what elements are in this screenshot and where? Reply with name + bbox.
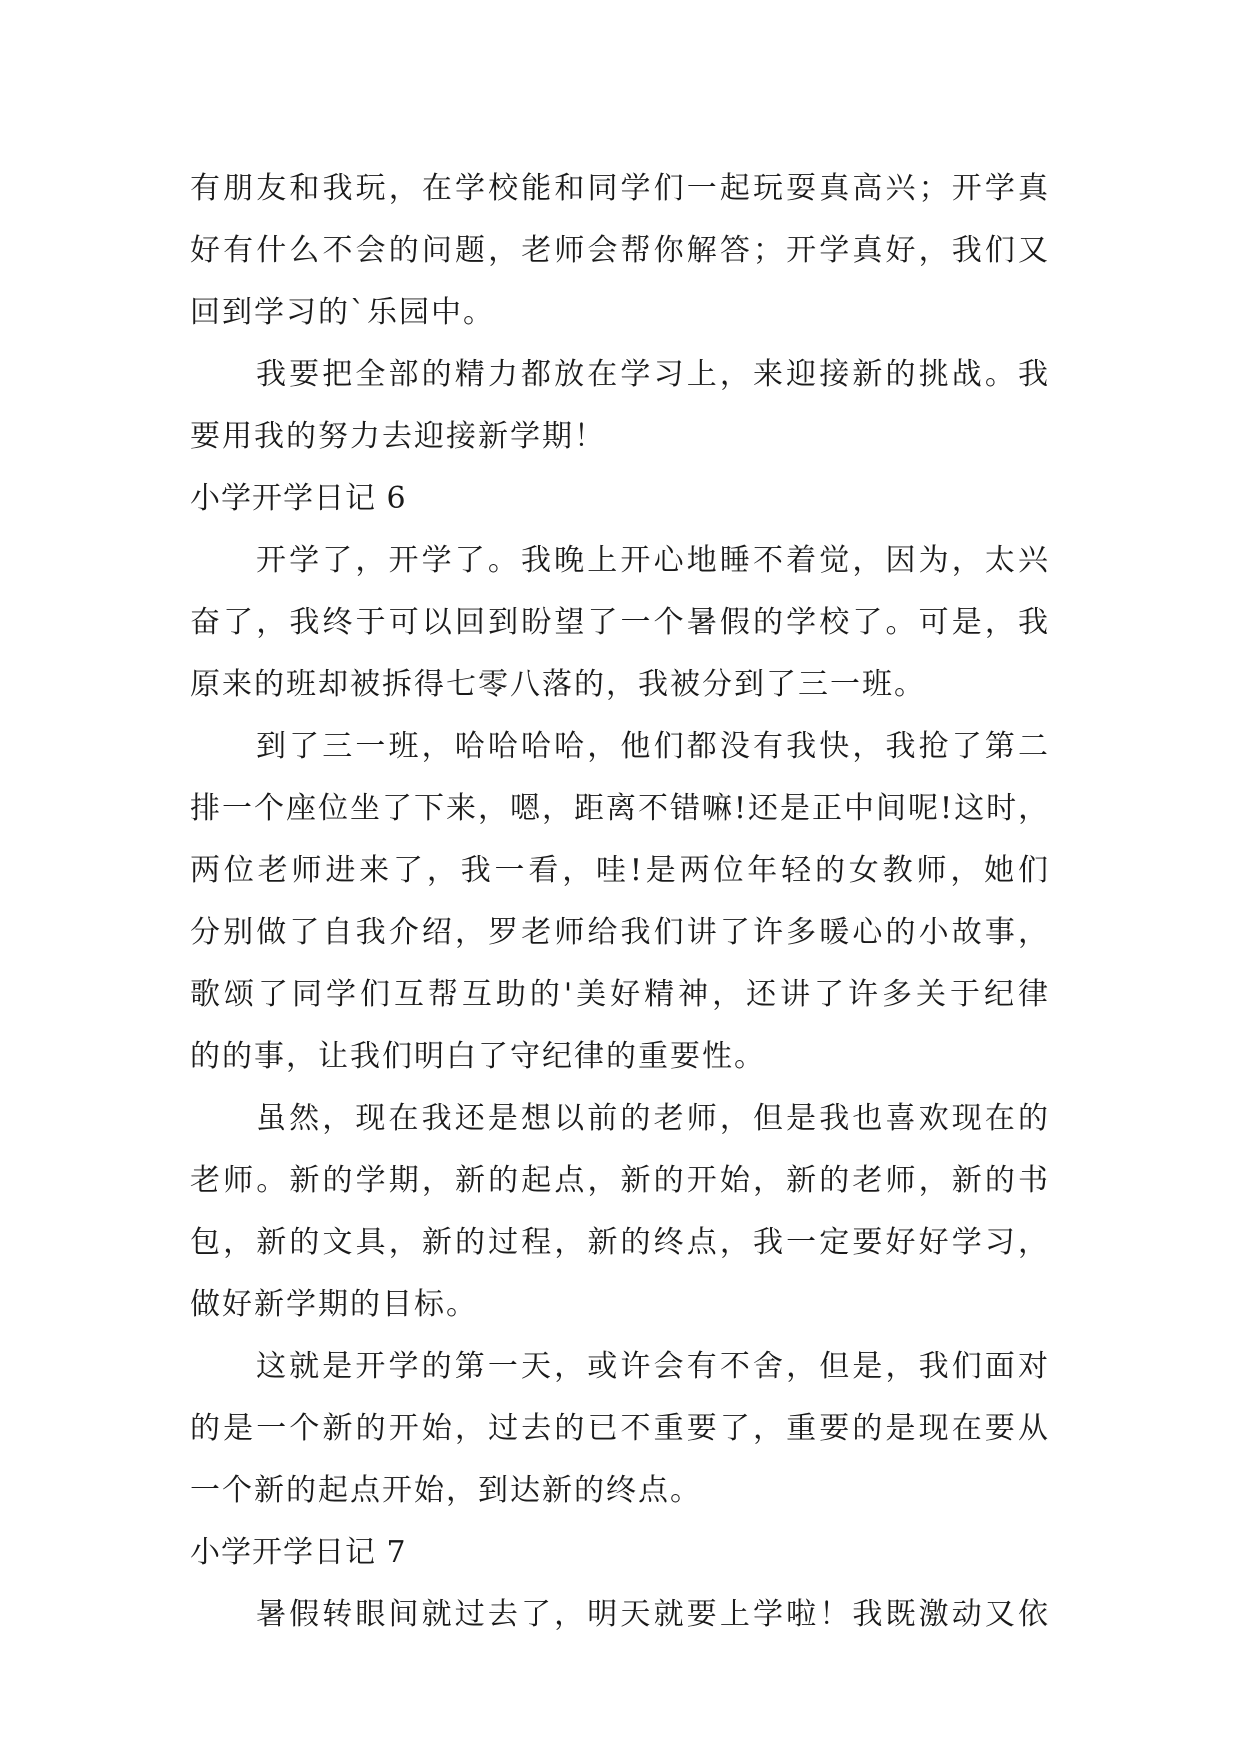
text-line xyxy=(190,344,1050,406)
section-heading: 小学开学日记 6 xyxy=(190,481,407,516)
line-text: 一个新的起点开始，到达新的终点。 xyxy=(190,1473,702,1508)
line-text: 排一个座位坐了下来，嗯，距离不错嘛!还是正中间呢!这时， xyxy=(190,791,1051,826)
text-line xyxy=(190,1336,1050,1398)
text-line xyxy=(190,1584,1050,1646)
text-line xyxy=(190,778,1050,840)
line-text: 两位老师进来了，我一看，哇!是两位年轻的女教师，她们 xyxy=(190,853,1050,888)
line-text: 老师。新的学期，新的起点，新的开始，新的老师，新的书 xyxy=(190,1163,1050,1198)
text-line xyxy=(190,1026,1050,1088)
text-line xyxy=(190,654,1050,716)
line-text: 开学了，开学了。我晚上开心地睡不着觉，因为，太兴 xyxy=(256,543,1050,578)
line-text: 歌颂了同学们互帮互助的'美好精神，还讲了许多关于纪律 xyxy=(190,977,1050,1012)
line-text: 做好新学期的目标。 xyxy=(190,1287,478,1322)
text-line xyxy=(190,716,1050,778)
line-text: 虽然，现在我还是想以前的老师，但是我也喜欢现在的 xyxy=(256,1101,1050,1136)
text-line xyxy=(190,1150,1050,1212)
line-text: 这就是开学的第一天，或许会有不舍，但是，我们面对 xyxy=(256,1349,1050,1384)
paragraph xyxy=(190,344,1050,468)
text-line xyxy=(190,840,1050,902)
paragraph xyxy=(190,1336,1050,1522)
section-heading: 小学开学日记 7 xyxy=(190,1535,407,1570)
line-text: 暑假转眼间就过去了，明天就要上学啦！我既激动又依 xyxy=(256,1597,1050,1632)
text-line xyxy=(190,1460,1050,1522)
text-line xyxy=(190,1398,1050,1460)
line-text: 回到学习的`乐园中。 xyxy=(190,295,495,330)
text-line xyxy=(190,964,1050,1026)
text-line xyxy=(190,902,1050,964)
paragraph xyxy=(190,158,1050,344)
text-line xyxy=(190,220,1050,282)
line-text: 原来的班却被拆得七零八落的，我被分到了三一班。 xyxy=(190,667,926,702)
paragraph xyxy=(190,716,1050,1088)
line-text: 分别做了自我介绍，罗老师给我们讲了许多暖心的小故事， xyxy=(190,915,1050,950)
line-text: 的是一个新的开始，过去的已不重要了，重要的是现在要从 xyxy=(190,1411,1050,1446)
paragraph xyxy=(190,530,1050,716)
text-line xyxy=(190,1212,1050,1274)
text-line xyxy=(190,1088,1050,1150)
line-text: 包，新的文具，新的过程，新的终点，我一定要好好学习， xyxy=(190,1225,1050,1260)
paragraph xyxy=(190,1584,1050,1646)
line-text: 有朋友和我玩，在学校能和同学们一起玩耍真高兴；开学真 xyxy=(190,171,1050,206)
line-text: 奋了，我终于可以回到盼望了一个暑假的学校了。可是，我 xyxy=(190,605,1050,640)
line-text: 要用我的努力去迎接新学期！ xyxy=(190,419,606,454)
line-text: 我要把全部的精力都放在学习上，来迎接新的挑战。我 xyxy=(256,357,1050,392)
text-line xyxy=(190,406,1050,468)
text-line xyxy=(190,530,1050,592)
text-line xyxy=(190,1274,1050,1336)
line-text: 好有什么不会的问题，老师会帮你解答；开学真好，我们又 xyxy=(190,233,1050,268)
paragraph xyxy=(190,1088,1050,1336)
text-line xyxy=(190,592,1050,654)
document-body xyxy=(190,158,1050,1646)
line-text: 到了三一班，哈哈哈哈，他们都没有我快，我抢了第二 xyxy=(256,729,1050,764)
line-text: 的的事，让我们明白了守纪律的重要性。 xyxy=(190,1039,766,1074)
text-line xyxy=(190,282,1050,344)
text-line xyxy=(190,158,1050,220)
